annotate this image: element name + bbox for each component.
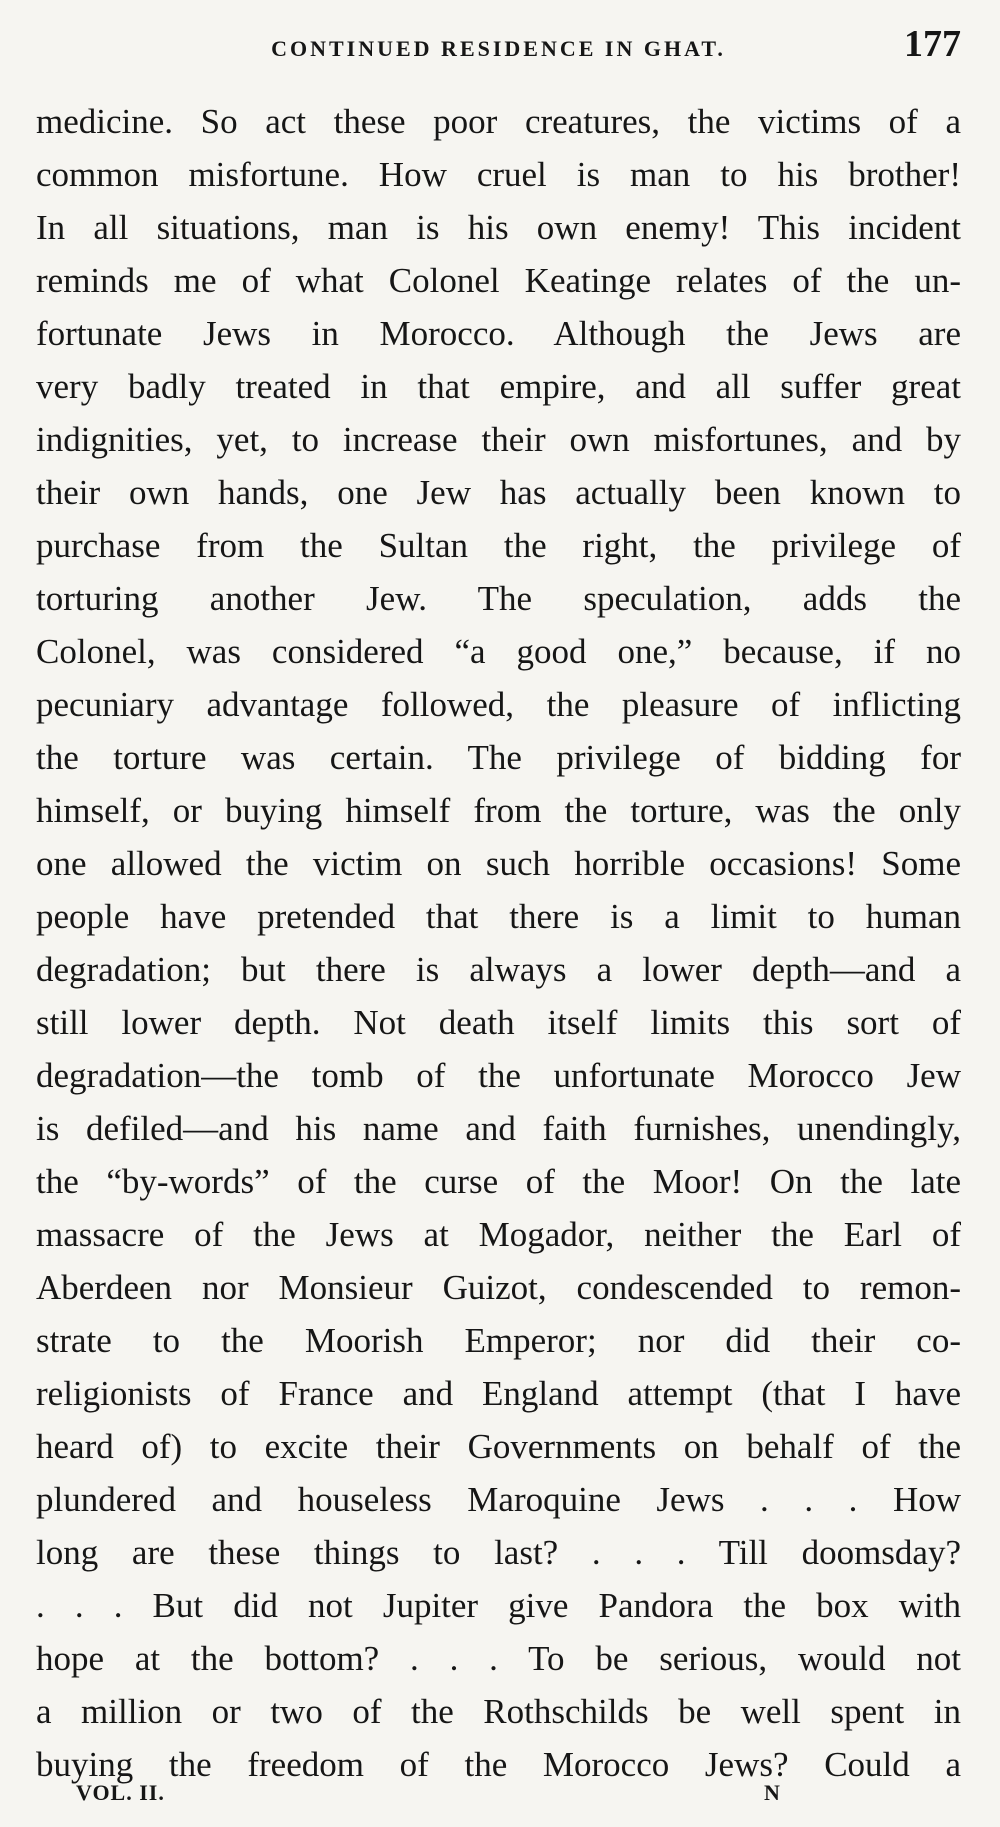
text-line: the torture was certain. The privilege of bidding for <box>36 738 961 777</box>
text-line: one allowed the victim on such horrible occasions! Some <box>36 844 961 883</box>
running-head <box>36 22 961 72</box>
text-line: religionists of France and England attempt (that I have <box>36 1374 961 1413</box>
text-line: people have pretended that there is a limit to human <box>36 897 961 936</box>
text-line: strate to the Moorish Emperor; nor did their co- <box>36 1321 961 1360</box>
text-line: In all situations, man is his own enemy! This incident <box>36 208 961 247</box>
text-line: Colonel, was considered “a good one,” because, if no <box>36 632 961 671</box>
signature-mark: N <box>764 1780 780 1805</box>
page-footer <box>36 1780 961 1814</box>
text-line: indignities, yet, to increase their own misfortunes, and by <box>36 420 961 459</box>
text-line: very badly treated in that empire, and all suffer great <box>36 367 961 406</box>
text-line: the “by-words” of the curse of the Moor! On the late <box>36 1162 961 1201</box>
text-line: hope at the bottom? . . . To be serious, would not <box>36 1639 961 1678</box>
text-line: buying the freedom of the Morocco Jews? Could a <box>36 1745 961 1784</box>
text-line: a million or two of the Rothschilds be well spent in <box>36 1692 961 1731</box>
text-line: is defiled—and his name and faith furnishes, unendingly, <box>36 1109 961 1148</box>
text-line: degradation; but there is always a lower depth—and a <box>36 950 961 989</box>
text-line: still lower depth. Not death itself limits this sort of <box>36 1003 961 1042</box>
text-line: . . . But did not Jupiter give Pandora the box with <box>36 1586 961 1625</box>
text-line: torturing another Jew. The speculation, adds the <box>36 579 961 618</box>
text-line: massacre of the Jews at Mogador, neither the Earl of <box>36 1215 961 1254</box>
body-text <box>36 95 961 1791</box>
text-line: himself, or buying himself from the torture, was the only <box>36 791 961 830</box>
page-number: 177 <box>904 23 961 65</box>
text-line: medicine. So act these poor creatures, the victims of a <box>36 102 961 141</box>
text-line: Aberdeen nor Monsieur Guizot, condescended to remon- <box>36 1268 961 1307</box>
text-line: purchase from the Sultan the right, the privilege of <box>36 526 961 565</box>
text-line: reminds me of what Colonel Keatinge relates of the un- <box>36 261 961 300</box>
text-line: fortunate Jews in Morocco. Although the Jews are <box>36 314 961 353</box>
volume-label: VOL. II. <box>76 1780 165 1805</box>
text-line: pecuniary advantage followed, the pleasure of inflicting <box>36 685 961 724</box>
running-title: CONTINUED RESIDENCE IN GHAT. <box>271 36 726 61</box>
text-line: degradation—the tomb of the unfortunate Morocco Jew <box>36 1056 961 1095</box>
text-line: common misfortune. How cruel is man to his brother! <box>36 155 961 194</box>
text-line: their own hands, one Jew has actually been known to <box>36 473 961 512</box>
text-line: heard of) to excite their Governments on behalf of the <box>36 1427 961 1466</box>
text-line: plundered and houseless Maroquine Jews . . . How <box>36 1480 961 1519</box>
text-line: long are these things to last? . . . Till doomsday? <box>36 1533 961 1572</box>
